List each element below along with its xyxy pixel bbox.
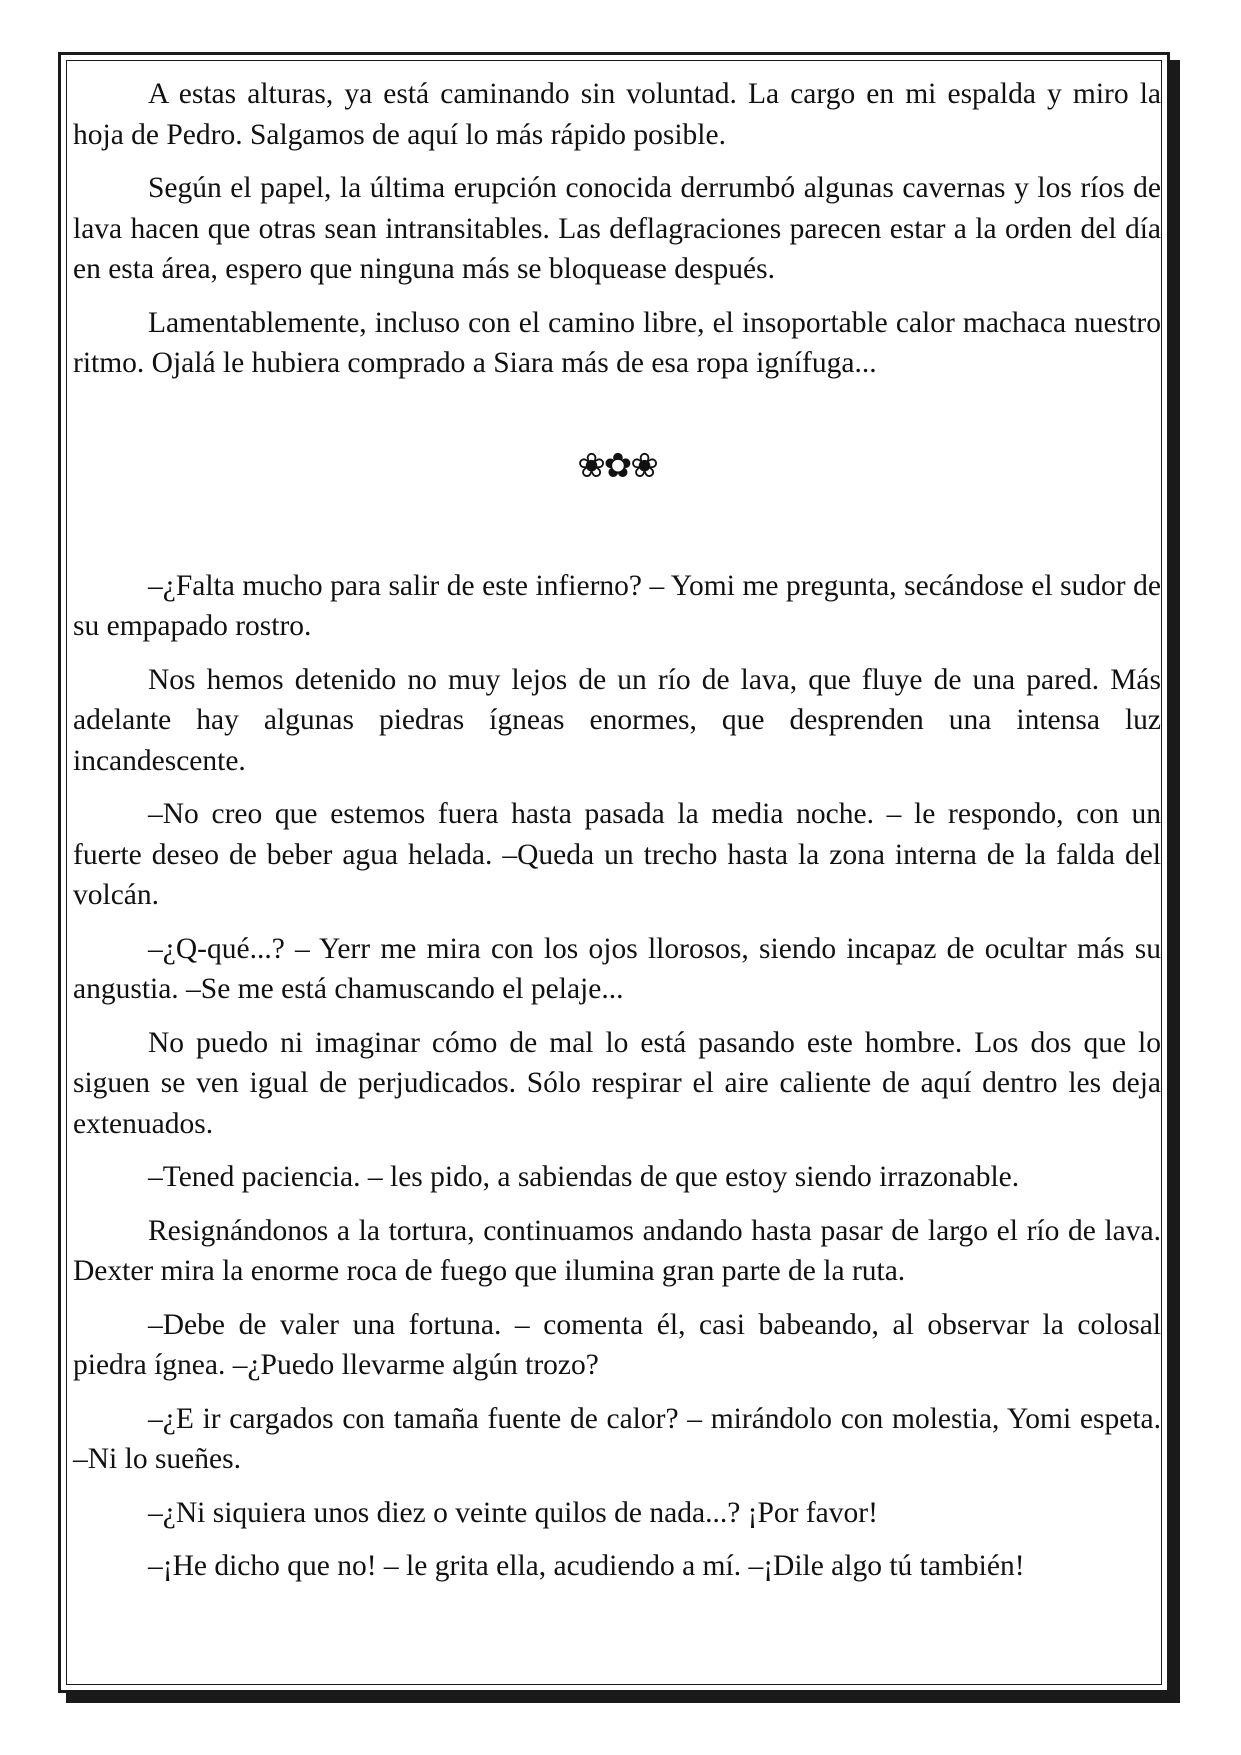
paragraph: Resignándonos a la tortura, continuamos andando hasta pasar de largo el río de lava. Dexter mira la enorme roca de fuego que ilumina gran parte de la ruta. (73, 1214, 1161, 1287)
paragraph: –No creo que estemos fuera hasta pasada la media noche. – le respondo, con un fuerte deseo de beber agua helada. –Queda un trecho hasta la zona interna de la falda del volcán. (73, 798, 1161, 911)
page-body (73, 74, 1161, 1600)
paragraph: –¿Falta mucho para salir de este infierno? – Yomi me pregunta, secándose el sudor de su empapado rostro. (73, 569, 1161, 642)
paragraph: Lamentablemente, incluso con el camino libre, el insoportable calor machaca nuestro ritmo. Ojalá le hubiera comprado a Siara más de esa ropa ignífuga... (73, 306, 1161, 379)
paragraph: –¿Ni siquiera unos diez o veinte quilos de nada...? ¡Por favor! (148, 1496, 878, 1529)
paragraph: Según el papel, la última erupción conocida derrumbó algunas cavernas y los ríos de lava hacen que otras sean intransitables. Las deflagraciones parecen estar a la orden del día en esta área, espero que ninguna más se bloquease después. (73, 172, 1161, 285)
paragraph: A estas alturas, ya está caminando sin voluntad. La cargo en mi espalda y miro la hoja de Pedro. Salgamos de aquí lo más rápido posible. (73, 78, 1161, 151)
paragraph: –¿Q-qué...? – Yerr me mira con los ojos llorosos, siendo incapaz de ocultar más su angustia. –Se me está chamuscando el pelaje... (73, 932, 1161, 1005)
paragraph: –Debe de valer una fortuna. – comenta él, casi babeando, al observar la colosal piedra ígnea. –¿Puedo llevarme algún trozo? (73, 1308, 1161, 1381)
paragraph: –¡He dicho que no! – le grita ella, acudiendo a mí. –¡Dile algo tú también! (148, 1550, 1025, 1582)
paragraph: –¿E ir cargados con tamaña fuente de calor? – mirándolo con molestia, Yomi espeta. –Ni lo sueñes. (73, 1402, 1161, 1475)
paragraph: Nos hemos detenido no muy lejos de un río de lava, que fluye de una pared. Más adelante hay algunas piedras ígneas enormes, que desprenden una intensa luz incandescente. (73, 663, 1161, 777)
flower-separator-icon: ❀✿❀ (577, 445, 657, 486)
paragraph: No puedo ni imaginar cómo de mal lo está pasando este hombre. Los dos que lo siguen se ven igual de perjudicados. Sólo respirar el aire caliente de aquí dentro les deja extenuados. (73, 1026, 1161, 1140)
paragraph: –Tened paciencia. – les pido, a sabiendas de que estoy siendo irrazonable. (148, 1161, 1020, 1193)
